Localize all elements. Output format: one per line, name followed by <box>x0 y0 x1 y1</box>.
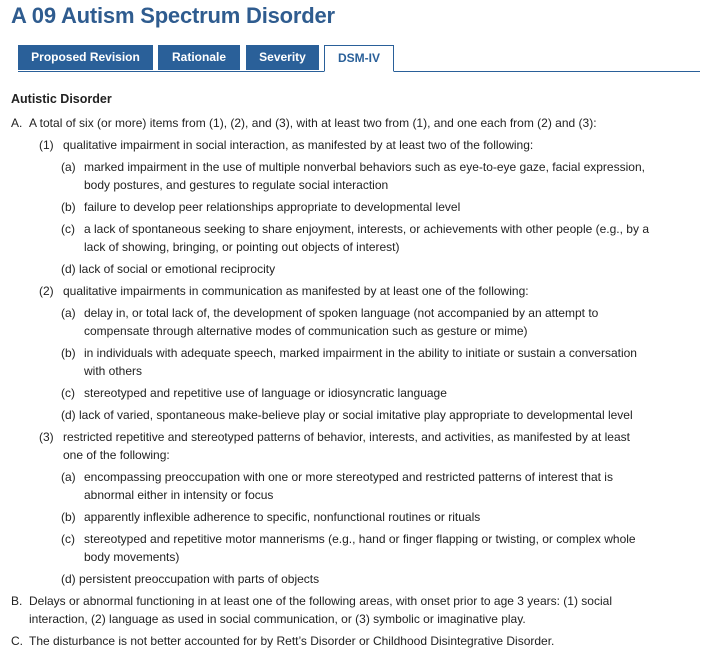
item-3a-label: (a) <box>61 470 76 484</box>
item-3c-text-cont: body movements) <box>84 550 180 564</box>
criterion-b-label: B. <box>11 594 23 608</box>
criterion-a-text: A total of six (or more) items from (1), (2), and (3), with at least two from (1), and one each from (2) and (3): <box>29 116 597 130</box>
item-1a-text: marked impairment in the use of multiple nonverbal behaviors such as eye-to-eye gaze, facial expression, <box>84 160 645 174</box>
page-title: A 09 Autism Spectrum Disorder <box>11 3 335 28</box>
item-2-label: (2) <box>39 284 54 298</box>
item-1-label: (1) <box>39 138 54 152</box>
item-3d-label: (d) <box>61 572 76 586</box>
tab-severity[interactable]: Severity <box>246 45 319 70</box>
criterion-b-text-cont: interaction, (2) language as used in social communication, or (3) symbolic or imaginative play. <box>29 612 526 626</box>
criterion-b-text: Delays or abnormal functioning in at least one of the following areas, with onset prior to age 3 years: (1) social <box>29 594 612 608</box>
item-2b-text-cont: with others <box>84 364 143 378</box>
item-2c-text: stereotyped and repetitive use of language or idiosyncratic language <box>84 386 447 400</box>
item-2-text: qualitative impairments in communication as manifested by at least one of the following: <box>63 284 529 298</box>
item-1c-text-cont: lack of showing, bringing, or pointing out objects of interest) <box>84 240 400 254</box>
tab-rationale[interactable]: Rationale <box>158 45 240 70</box>
item-3-text: restricted repetitive and stereotyped patterns of behavior, interests, and activities, as manifested by at least <box>63 430 630 444</box>
item-1d-label: (d) <box>61 262 76 276</box>
item-2d-text: lack of varied, spontaneous make-believe play or social imitative play appropriate to developmental level <box>79 408 633 422</box>
item-3a-text: encompassing preoccupation with one or more stereotyped and restricted patterns of interest that is <box>84 470 613 484</box>
item-3c-text: stereotyped and repetitive motor mannerisms (e.g., hand or finger flapping or twisting, or complex whole <box>84 532 636 546</box>
criterion-c-text: The disturbance is not better accounted for by Rett’s Disorder or Childhood Disintegrative Disorder. <box>29 634 555 648</box>
item-2a-text: delay in, or total lack of, the development of spoken language (not accompanied by an attempt to <box>84 306 599 320</box>
item-2b-text: in individuals with adequate speech, marked impairment in the ability to initiate or sustain a conversation <box>84 346 637 360</box>
item-1c-text: a lack of spontaneous seeking to share enjoyment, interests, or achievements with other people (e.g., by a <box>84 222 649 236</box>
tab-proposed-revision[interactable]: Proposed Revision <box>18 45 153 70</box>
item-3a-text-cont: abnormal either in intensity or focus <box>84 488 274 502</box>
item-2a-label: (a) <box>61 306 76 320</box>
item-2b-label: (b) <box>61 346 76 360</box>
item-3-text-cont: one of the following: <box>63 448 170 462</box>
item-1a-label: (a) <box>61 160 76 174</box>
item-1-text: qualitative impairment in social interaction, as manifested by at least two of the following: <box>63 138 534 152</box>
criterion-a-label: A. <box>11 116 23 130</box>
item-3d-text: persistent preoccupation with parts of objects <box>79 572 320 586</box>
item-1a-text-cont: body postures, and gestures to regulate social interaction <box>84 178 389 192</box>
tab-dsm-iv[interactable]: DSM-IV <box>324 45 394 72</box>
item-1d-text: lack of social or emotional reciprocity <box>79 262 276 276</box>
item-1c-label: (c) <box>61 222 75 236</box>
item-2c-label: (c) <box>61 386 75 400</box>
item-3-label: (3) <box>39 430 54 444</box>
item-2d-label: (d) <box>61 408 76 422</box>
item-3c-label: (c) <box>61 532 75 546</box>
item-1b-text: failure to develop peer relationships appropriate to developmental level <box>84 200 461 214</box>
item-1b-label: (b) <box>61 200 76 214</box>
item-3b-label: (b) <box>61 510 76 524</box>
item-2a-text-cont: compensate through alternative modes of communication such as gesture or mime) <box>84 324 528 338</box>
criterion-c-label: C. <box>11 634 23 648</box>
item-3b-text: apparently inflexible adherence to specific, nonfunctional routines or rituals <box>84 510 481 524</box>
section-heading: Autistic Disorder <box>11 92 112 106</box>
